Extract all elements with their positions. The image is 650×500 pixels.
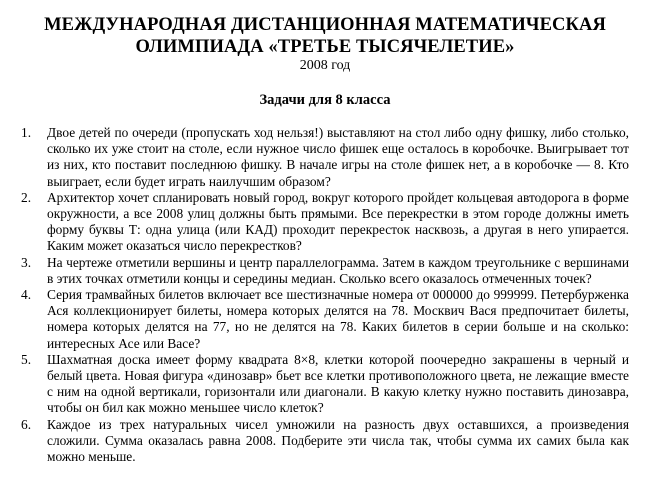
problem-number: 5. (21, 351, 32, 367)
problem-item-2 (0, 190, 650, 255)
problem-number: 3. (21, 254, 32, 270)
problem-text: Двое детей по очереди (пропускать ход нельзя!) выставляют на стол либо одну фишку, либо столько, сколько их уже стоит на столе, если нужное число фишек еще осталось в коробочке. Выигрывает тот из них, кто поставит последнюю фишку. В начале игры на столе фишек нет, а в коробочке — 8. Кто выиграет, если будет играть наилучшим образом? (47, 125, 629, 189)
problem-text: Архитектор хочет спланировать новый город, вокруг которого пройдет кольцевая автодорога в форме окружности, а все 2008 улиц должны быть прямыми. Все перекрестки в этом городе должны иметь форму буквы Т: одна улица (или КАД) проходит перекресток насквозь, а другая в него упирается. Каким может оказаться число перекрестков? (47, 189, 629, 254)
olympiad-title-line-1: МЕЖДУНАРОДНАЯ ДИСТАНЦИОННАЯ МАТЕМАТИЧЕСКАЯ (44, 15, 606, 35)
problem-list (0, 125, 650, 465)
problem-item-1 (0, 125, 650, 190)
problem-item-3 (0, 255, 650, 287)
problem-number: 1. (21, 125, 32, 140)
problem-item-4 (0, 287, 650, 352)
problem-number: 2. (21, 189, 32, 205)
problem-number: 6. (21, 416, 32, 432)
problem-text: Серия трамвайных билетов включает все шестизначные номера от 000000 до 999999. Петербурженка Ася коллекционирует билеты, номера которых делятся на 78. Москвич Вася предпочитает билеты, номера которых делятся на 77, но не делятся на 78. Каких билетов в серии больше и на сколько: интересных Асе или Васе? (47, 287, 629, 351)
olympiad-year: 2008 год (299, 58, 351, 73)
problem-number: 4. (21, 287, 32, 303)
problem-text: Шахматная доска имеет форму квадрата 8×8, клетки которой поочередно закрашены в черный и белый цвета. Новая фигура «динозавр» бьет все клетки противоположного цвета, не лежащие вместе с ним на одной вертикали, горизонтали или диагонали. В какую клетку нужно поставить динозавра, чтобы он бил как можно меньшее число клеток? (47, 351, 629, 416)
olympiad-title-line-2: ОЛИМПИАДА «ТРЕТЬЕ ТЫСЯЧЕЛЕТИЕ» (135, 37, 515, 57)
problem-item-6 (0, 417, 650, 466)
problem-text: На чертеже отметили вершины и центр параллелограмма. Затем в каждом треугольнике с вершинами в этих точках отметили концы и середины медиан. Сколько всего оказалось отмеченных точек? (47, 254, 629, 286)
grade-subtitle: Задачи для 8 класса (259, 92, 391, 108)
problem-text: Каждое из трех натуральных чисел умножили на разность двух оставшихся, а произведения сложили. Сумма оказалась равна 2008. Подберите эти числа так, чтобы сумма их самих была как можно меньше. (47, 416, 629, 465)
problem-item-5 (0, 352, 650, 417)
